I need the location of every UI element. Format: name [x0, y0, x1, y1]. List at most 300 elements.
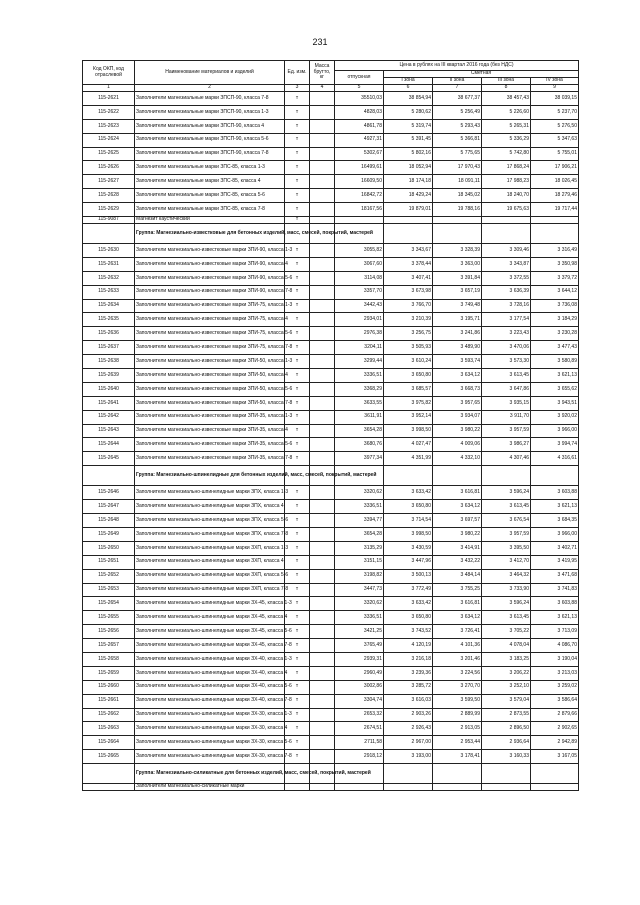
row-zone-4-price: 3 655,62 [531, 382, 579, 396]
row-zone-1-price: 3 633,42 [384, 597, 433, 611]
row-code: 115-2622 [83, 105, 135, 119]
row-zone-2-price: 3 616,81 [433, 486, 482, 500]
row-zone-4-price: 3 586,64 [531, 694, 579, 708]
row-zone-4-price: 3 943,51 [531, 396, 579, 410]
table-row [83, 708, 579, 722]
row-zone-4-price: 3 621,13 [531, 369, 579, 383]
row-code: 115-2641 [83, 396, 135, 410]
table-row [83, 486, 579, 500]
group-row [83, 764, 579, 784]
row-code: 115-2650 [83, 541, 135, 555]
row-unit: т [285, 92, 310, 106]
row-code: 115-9087 [83, 217, 135, 224]
row-zone-4-price [531, 217, 579, 224]
row-name: Заполнители магнезиально-шпинелидные марки ЗПХ, класса 4 [135, 500, 285, 514]
row-zone-3-price: 3 613,45 [482, 500, 531, 514]
row-zone-1-price: 3 952,14 [384, 410, 433, 424]
row-unit: т [285, 285, 310, 299]
row-zone-2-price: 3 634,12 [433, 611, 482, 625]
row-release-price: 3114,08 [335, 271, 384, 285]
row-mass [310, 569, 335, 583]
row-code: 115-2643 [83, 424, 135, 438]
header-name: Наименование материалов и изделий [135, 61, 285, 85]
row-zone-2-price: 3 616,81 [433, 597, 482, 611]
table-row [83, 639, 579, 653]
row-code: 115-2663 [83, 722, 135, 736]
row-zone-4-price: 38 039,15 [531, 92, 579, 106]
row-zone-3-price: 3 183,25 [482, 652, 531, 666]
row-zone-4-price: 3 603,88 [531, 597, 579, 611]
row-zone-2-price: 5 293,43 [433, 119, 482, 133]
row-release-price [335, 784, 384, 791]
row-name: Заполнители магнезиально-известковые марки ЗПИ-90, класса 4 [135, 257, 285, 271]
row-zone-2-price: 3 484,14 [433, 569, 482, 583]
row-name: Заполнители магнезиально-шпинелидные марки ЗХП, класса 7-8 [135, 583, 285, 597]
row-zone-1-price: 3 685,57 [384, 382, 433, 396]
row-unit: т [285, 369, 310, 383]
row-zone-1-price: 3 673,98 [384, 285, 433, 299]
row-zone-1-price: 3 650,80 [384, 500, 433, 514]
row-zone-3-price: 3 596,24 [482, 486, 531, 500]
row-mass [310, 625, 335, 639]
row-code: 115-2634 [83, 299, 135, 313]
row-zone-1-price: 3 430,59 [384, 541, 433, 555]
row-zone-4-price: 3 419,95 [531, 555, 579, 569]
row-zone-2-price: 3 593,74 [433, 355, 482, 369]
row-zone-3-price: 3 343,87 [482, 257, 531, 271]
row-release-price: 3357,70 [335, 285, 384, 299]
row-zone-3-price: 3 647,86 [482, 382, 531, 396]
row-mass [310, 105, 335, 119]
row-release-price: 3421,25 [335, 625, 384, 639]
row-name: Заполнители магнезиально-известковые марки ЗПИ-75, класса 1-3 [135, 299, 285, 313]
table-row [83, 92, 579, 106]
row-release-price: 16609,50 [335, 175, 384, 189]
table-row [83, 569, 579, 583]
table-row [83, 410, 579, 424]
row-zone-2-price: 3 980,22 [433, 527, 482, 541]
row-mass [310, 597, 335, 611]
table-row [83, 527, 579, 541]
row-name: Заполнители магнезиально-шпинелидные марки ЗПХ, класса 1-3 [135, 486, 285, 500]
row-code: 115-2662 [83, 708, 135, 722]
row-code: 115-2644 [83, 438, 135, 452]
row-unit: т [285, 722, 310, 736]
row-zone-3-price: 4 078,04 [482, 639, 531, 653]
row-zone-4-price: 3 994,74 [531, 438, 579, 452]
row-mass [310, 119, 335, 133]
row-unit: т [285, 424, 310, 438]
row-mass [310, 299, 335, 313]
row-zone-4-price: 3 259,02 [531, 680, 579, 694]
row-zone-3-price: 3 372,55 [482, 271, 531, 285]
column-index: 4 [310, 85, 335, 92]
row-mass [310, 652, 335, 666]
row-release-price: 3633,55 [335, 396, 384, 410]
table-row [83, 327, 579, 341]
row-zone-3-price: 3 573,30 [482, 355, 531, 369]
row-release-price: 16842,72 [335, 189, 384, 203]
row-unit: т [285, 555, 310, 569]
table-row [83, 119, 579, 133]
row-name: Заполнители магнезиально-известковые марки ЗПИ-35, класса 5-6 [135, 438, 285, 452]
row-code: 115-2629 [83, 203, 135, 217]
row-zone-1-price: 3 998,50 [384, 527, 433, 541]
row-zone-3-price: 3 579,04 [482, 694, 531, 708]
row-unit: т [285, 452, 310, 466]
row-zone-4-price: 2 902,65 [531, 722, 579, 736]
header-unit: Ед. изм. [285, 61, 310, 85]
row-zone-1-price: 18 052,94 [384, 161, 433, 175]
row-zone-4-price: 3 477,43 [531, 341, 579, 355]
row-name: Заполнители магнезиально-шпинелидные марки ЗХ-40, класса 5-6 [135, 680, 285, 694]
row-unit: т [285, 119, 310, 133]
row-code: 115-2638 [83, 355, 135, 369]
row-unit: т [285, 639, 310, 653]
row-code: 115-2630 [83, 244, 135, 258]
table-row [83, 694, 579, 708]
row-zone-1-price: 3 766,70 [384, 299, 433, 313]
row-code: 115-2645 [83, 452, 135, 466]
row-code: 115-2636 [83, 327, 135, 341]
row-name: Заполнители магнезиально-шпинелидные марки ЗХ-45, класса 5-6 [135, 625, 285, 639]
group-row [83, 224, 579, 244]
row-zone-1-price: 3 714,54 [384, 514, 433, 528]
row-release-price: 4861,78 [335, 119, 384, 133]
row-zone-2-price: 3 363,00 [433, 257, 482, 271]
row-zone-4-price: 3 966,00 [531, 527, 579, 541]
row-unit: т [285, 680, 310, 694]
row-mass [310, 784, 335, 791]
row-code: 115-2627 [83, 175, 135, 189]
table-row [83, 652, 579, 666]
row-unit: т [285, 500, 310, 514]
row-name: Заполнители магнезиально-шпинелидные марки ЗХ-30, класса 1-3 [135, 708, 285, 722]
row-zone-4-price: 2 942,89 [531, 736, 579, 750]
row-mass [310, 694, 335, 708]
row-zone-4-price: 3 966,00 [531, 424, 579, 438]
row-name: Заполнители магнезиально-силикатные марки [135, 784, 285, 791]
row-name: Заполнители магнезиально-шпинелидные марки ЗХП, класса 1-3 [135, 541, 285, 555]
row-zone-1-price: 5 280,62 [384, 105, 433, 119]
row-zone-1-price [384, 217, 433, 224]
header-zone-1: I зона [384, 78, 433, 85]
header-zone-4: IV зона [531, 78, 579, 85]
row-name: Заполнители магнезиально-известковые марки ЗПИ-35, класса 7-8 [135, 452, 285, 466]
row-name: Заполнители магнезиально-шпинелидные марки ЗХ-45, класса 4 [135, 611, 285, 625]
row-name: Заполнители магнезиальные марки ЗПСП-90, класса 7-8 [135, 147, 285, 161]
row-unit: т [285, 611, 310, 625]
row-code: 115-2635 [83, 313, 135, 327]
row-zone-3-price: 3 613,45 [482, 369, 531, 383]
row-zone-3-price: 3 676,54 [482, 514, 531, 528]
row-zone-2-price: 3 599,50 [433, 694, 482, 708]
row-mass [310, 355, 335, 369]
row-zone-2-price: 3 328,39 [433, 244, 482, 258]
row-name: Заполнители магнезиальные марки ЗПСП-90, класса 5-6 [135, 133, 285, 147]
row-release-price: 3336,51 [335, 500, 384, 514]
column-index-row [83, 85, 579, 92]
table-row [83, 257, 579, 271]
row-zone-3-price: 3 464,32 [482, 569, 531, 583]
row-zone-4-price: 3 402,71 [531, 541, 579, 555]
row-unit: т [285, 203, 310, 217]
row-mass [310, 452, 335, 466]
row-zone-1-price: 4 027,47 [384, 438, 433, 452]
row-zone-2-price: 3 201,46 [433, 652, 482, 666]
row-mass [310, 133, 335, 147]
row-release-price: 3151,15 [335, 555, 384, 569]
row-mass [310, 541, 335, 555]
row-code: 115-2626 [83, 161, 135, 175]
row-zone-1-price: 18 174,18 [384, 175, 433, 189]
row-zone-2-price [433, 224, 482, 244]
row-name: Группа: Магнезиально-шпинелидные для бетонных изделий, масс, смесей, покрытий, мастерей [135, 466, 285, 486]
row-release-price: 3336,51 [335, 611, 384, 625]
row-unit: т [285, 299, 310, 313]
row-mass [310, 410, 335, 424]
table-row [83, 736, 579, 750]
header-price-title: Цена в рублях на III квартал 2016 года (без НДС) [335, 61, 579, 71]
row-zone-3-price: 2 936,64 [482, 736, 531, 750]
row-zone-4-price: 3 736,08 [531, 299, 579, 313]
row-name: Заполнители магнезиально-известковые марки ЗПИ-50, класса 1-3 [135, 355, 285, 369]
row-code: 115-2646 [83, 486, 135, 500]
row-mass [310, 175, 335, 189]
row-name: Заполнители магнезиально-шпинелидные марки ЗХ-30, класса 7-8 [135, 750, 285, 764]
row-zone-3-price: 2 873,55 [482, 708, 531, 722]
row-release-price: 2939,31 [335, 652, 384, 666]
row-mass [310, 708, 335, 722]
row-zone-2-price: 3 668,73 [433, 382, 482, 396]
row-zone-4-price: 3 316,49 [531, 244, 579, 258]
row-zone-2-price: 5 775,65 [433, 147, 482, 161]
row-unit: т [285, 396, 310, 410]
table-row [83, 244, 579, 258]
row-mass [310, 147, 335, 161]
row-zone-3-price: 3 986,27 [482, 438, 531, 452]
row-mass [310, 217, 335, 224]
row-zone-1-price: 4 120,19 [384, 639, 433, 653]
row-zone-2-price [433, 784, 482, 791]
row-mass [310, 369, 335, 383]
row-name: Заполнители магнезиально-известковые марки ЗПИ-50, класса 4 [135, 369, 285, 383]
column-index: 8 [482, 85, 531, 92]
row-unit: т [285, 583, 310, 597]
row-name: Заполнители магнезиально-шпинелидные марки ЗХ-30, класса 4 [135, 722, 285, 736]
row-zone-1-price: 3 505,93 [384, 341, 433, 355]
row-unit: т [285, 652, 310, 666]
row-zone-3-price: 18 240,70 [482, 189, 531, 203]
row-name: Заполнители магнезиально-шпинелидные марки ЗПХ, класса 7-8 [135, 527, 285, 541]
header-release: отпускная [335, 71, 384, 85]
table-row [83, 271, 579, 285]
row-mass [310, 639, 335, 653]
row-name: Заполнители магнезиальные марки ЗПС-85, класса 1-3 [135, 161, 285, 175]
row-code [83, 764, 135, 784]
row-zone-1-price: 5 391,45 [384, 133, 433, 147]
row-mass [310, 666, 335, 680]
column-index: 5 [335, 85, 384, 92]
row-zone-4-price: 3 471,68 [531, 569, 579, 583]
table-row [83, 611, 579, 625]
header-code: Код ОКП, код отраслевой [83, 61, 135, 85]
row-unit: т [285, 175, 310, 189]
row-zone-3-price: 3 206,22 [482, 666, 531, 680]
table-row [83, 438, 579, 452]
table-row [83, 396, 579, 410]
row-mass [310, 92, 335, 106]
row-zone-1-price: 3 610,24 [384, 355, 433, 369]
row-unit: т [285, 438, 310, 452]
row-code [83, 784, 135, 791]
row-name: Заполнители магнезиальные марки ЗПС-85, класса 7-8 [135, 203, 285, 217]
row-code: 115-2640 [83, 382, 135, 396]
table-row [83, 299, 579, 313]
row-zone-2-price: 2 913,05 [433, 722, 482, 736]
row-zone-2-price: 5 256,49 [433, 105, 482, 119]
row-release-price: 3067,60 [335, 257, 384, 271]
row-release-price: 5302,67 [335, 147, 384, 161]
row-unit: т [285, 597, 310, 611]
row-zone-2-price: 3 934,07 [433, 410, 482, 424]
row-zone-1-price: 3 193,00 [384, 750, 433, 764]
row-zone-2-price: 19 788,16 [433, 203, 482, 217]
row-release-price: 4828,03 [335, 105, 384, 119]
row-mass [310, 438, 335, 452]
row-release-price: 3765,49 [335, 639, 384, 653]
row-code: 115-2654 [83, 597, 135, 611]
row-unit: т [285, 708, 310, 722]
table-row [83, 133, 579, 147]
header-estimate: Сметная [384, 71, 579, 78]
row-zone-2-price: 2 953,44 [433, 736, 482, 750]
row-code: 115-2632 [83, 271, 135, 285]
row-code: 115-2631 [83, 257, 135, 271]
row-mass [310, 327, 335, 341]
row-unit: т [285, 327, 310, 341]
row-zone-1-price: 2 926,43 [384, 722, 433, 736]
table-row [83, 355, 579, 369]
row-zone-3-price: 5 742,80 [482, 147, 531, 161]
table-row [83, 175, 579, 189]
row-zone-2-price: 4 332,10 [433, 452, 482, 466]
row-zone-2-price: 4 009,06 [433, 438, 482, 452]
table-row [83, 285, 579, 299]
row-code: 115-2621 [83, 92, 135, 106]
row-zone-4-price: 5 276,50 [531, 119, 579, 133]
row-release-price: 3198,82 [335, 569, 384, 583]
row-zone-4-price [531, 466, 579, 486]
row-zone-1-price: 3 210,39 [384, 313, 433, 327]
row-unit: т [285, 257, 310, 271]
row-zone-2-price: 3 755,25 [433, 583, 482, 597]
row-release-price: 3055,82 [335, 244, 384, 258]
row-code: 115-2657 [83, 639, 135, 653]
row-zone-4-price: 5 347,63 [531, 133, 579, 147]
row-mass [310, 285, 335, 299]
row-zone-2-price: 3 634,12 [433, 369, 482, 383]
row-zone-1-price: 38 854,94 [384, 92, 433, 106]
row-zone-2-price: 38 677,37 [433, 92, 482, 106]
row-code: 115-2653 [83, 583, 135, 597]
row-zone-2-price: 18 345,02 [433, 189, 482, 203]
row-unit: т [285, 736, 310, 750]
price-table [82, 60, 579, 791]
row-zone-4-price: 3 920,02 [531, 410, 579, 424]
row-release-price: 3977,34 [335, 452, 384, 466]
row-zone-2-price [433, 764, 482, 784]
row-name: Магнезит каустический [135, 217, 285, 224]
row-zone-2-price: 3 241,86 [433, 327, 482, 341]
column-index: 9 [531, 85, 579, 92]
row-code: 115-2664 [83, 736, 135, 750]
row-code: 115-2660 [83, 680, 135, 694]
row-zone-3-price: 3 935,15 [482, 396, 531, 410]
row-release-price: 3654,28 [335, 424, 384, 438]
row-zone-3-price [482, 784, 531, 791]
row-zone-3-price: 3 957,59 [482, 424, 531, 438]
header-zone-2: II зона [433, 78, 482, 85]
row-zone-4-price: 4 316,61 [531, 452, 579, 466]
row-zone-4-price: 3 350,98 [531, 257, 579, 271]
table-row [83, 500, 579, 514]
row-code: 115-2661 [83, 694, 135, 708]
row-zone-3-price: 5 336,29 [482, 133, 531, 147]
row-zone-4-price: 3 167,05 [531, 750, 579, 764]
row-zone-1-price [384, 784, 433, 791]
row-zone-2-price: 3 697,57 [433, 514, 482, 528]
row-zone-1-price: 3 650,80 [384, 369, 433, 383]
table-row [83, 514, 579, 528]
row-mass [310, 500, 335, 514]
row-release-price: 2960,49 [335, 666, 384, 680]
row-zone-1-price: 3 343,67 [384, 244, 433, 258]
row-name: Группа: Магнезиально-известковые для бетонных изделий, масс, смесей, покрытий, мастерей [135, 224, 285, 244]
row-code: 115-2649 [83, 527, 135, 541]
column-index: 2 [135, 85, 285, 92]
row-zone-3-price: 5 226,60 [482, 105, 531, 119]
row-zone-3-price: 5 265,31 [482, 119, 531, 133]
row-zone-2-price: 3 270,70 [433, 680, 482, 694]
row-unit: т [285, 694, 310, 708]
column-index: 6 [384, 85, 433, 92]
row-unit: т [285, 527, 310, 541]
table-row [83, 452, 579, 466]
page-number: 231 [312, 37, 328, 47]
row-zone-1-price: 2 967,00 [384, 736, 433, 750]
row-zone-3-price: 3 728,16 [482, 299, 531, 313]
row-zone-2-price: 3 178,41 [433, 750, 482, 764]
row-name: Группа: Магнезиально-силикатные для бетонных изделий, масс, смесей, покрытий, мастерей [135, 764, 285, 784]
row-zone-3-price: 3 613,45 [482, 611, 531, 625]
row-release-price: 3654,28 [335, 527, 384, 541]
row-mass [310, 750, 335, 764]
row-release-price: 3611,91 [335, 410, 384, 424]
row-zone-2-price: 2 889,99 [433, 708, 482, 722]
row-zone-3-price: 3 705,22 [482, 625, 531, 639]
row-name: Заполнители магнезиально-известковые марки ЗПИ-75, класса 7-8 [135, 341, 285, 355]
row-zone-2-price: 3 224,56 [433, 666, 482, 680]
header-zone-3: III зона [482, 78, 531, 85]
row-zone-1-price: 5 802,16 [384, 147, 433, 161]
row-zone-1-price: 3 256,75 [384, 327, 433, 341]
row-mass [310, 424, 335, 438]
row-name: Заполнители магнезиально-известковые марки ЗПИ-90, класса 5-6 [135, 271, 285, 285]
row-zone-2-price: 17 970,43 [433, 161, 482, 175]
row-release-price: 3336,51 [335, 369, 384, 383]
row-mass [310, 722, 335, 736]
